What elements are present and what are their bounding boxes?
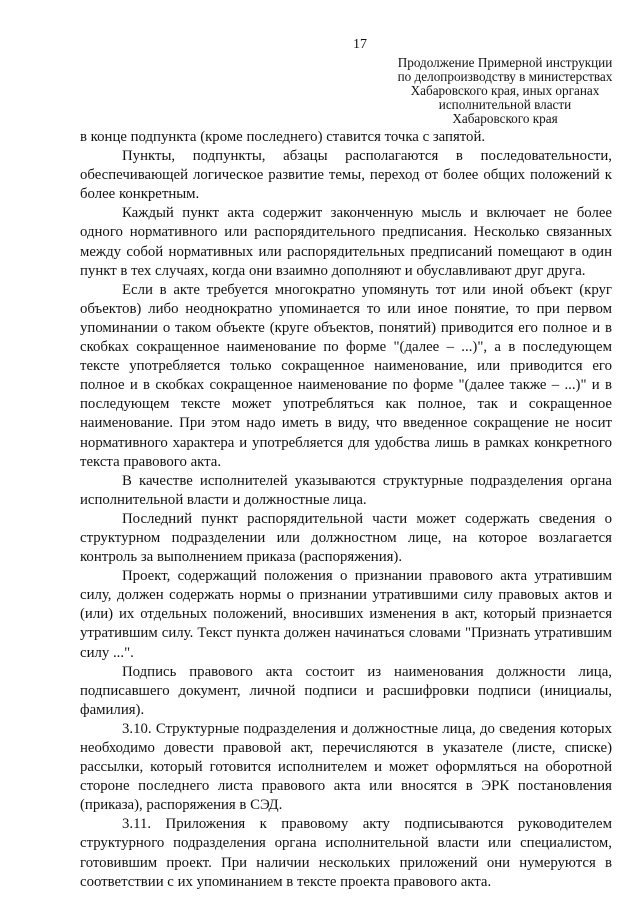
header-line: исполнительной власти bbox=[438, 97, 572, 112]
paragraph: Последний пункт распорядительной части может содержать сведения о структурном подразделении или должностном лице, на которое возлагается контроль за выполнением приказа (распоряжения). bbox=[80, 510, 612, 566]
header-line: Хабаровского края, иных органах bbox=[410, 83, 600, 98]
document-body bbox=[80, 128, 612, 892]
page-number: 17 bbox=[353, 37, 367, 52]
paragraph: в конце подпункта (кроме последнего) ставится точка с запятой. bbox=[80, 129, 486, 145]
paragraph: Подпись правового акта состоит из наименования должности лица, подписавшего документ, личной подписи и расшифровки подписи (инициалы, фамилия). bbox=[80, 663, 612, 718]
header-line: Продолжение Примерной инструкции bbox=[397, 55, 613, 70]
header-line: Хабаровского края bbox=[452, 111, 558, 126]
paragraph: 3.10. Структурные подразделения и должностные лица, до сведения которых необходимо довести правовой акт, перечисляются в указателе (листе, списке) рассылки, который готовится исполнителем и может оформляться на оборотной стороне последнего листа правового акта или вносятся в ЭРК постановления (приказа), распоряжения в СЭД. bbox=[80, 720, 612, 814]
paragraph: 3.11. Приложения к правовому акту подписываются руководителем структурного подразделения органа исполнительной власти или специалистом, готовившим проект. При наличии нескольких приложений они нумеруются в соответствии с их упоминанием в тексте проекта правового акта. bbox=[80, 816, 612, 890]
paragraph: Каждый пункт акта содержит законченную мысль и включает не более одного нормативного или распорядительного предписания. Несколько связанных между собой нормативных или распорядительных предписаний помещают в один пункт в тех случаях, когда они взаимно дополняют и обуславливают друг друга. bbox=[80, 205, 612, 279]
paragraph: Если в акте требуется многократно упомянуть тот или иной объект (круг объектов) либо неоднократно упоминается то или иное понятие, то при первом упоминании о таком объекте (круге объектов, понятий) приводится его полное и в скобках сокращенное наименование по форме "(далее – ...)", а в последующем тексте употребляется только сокращенное наименование, или приводится его полное и в скобках сокращенное наименование по форме "(далее также – ...)" и в последующем тексте может употребляться как полное, так и сокращенное наименование. При этом надо иметь в виду, что введенное сокращение не носит нормативного характера и употребляется для удобства лишь в рамках конкретного текста правового акта. bbox=[80, 281, 612, 470]
paragraph: В качестве исполнителей указываются структурные подразделения органа исполнительной власти и должностные лица. bbox=[80, 472, 612, 508]
continuation-header bbox=[385, 56, 625, 126]
paragraph: Пункты, подпункты, абзацы располагаются в последовательности, обеспечивающей логическое развитие темы, переход от более общих положений к более конкретным. bbox=[80, 148, 612, 203]
paragraph: Проект, содержащий положения о признании правового акта утратившим силу, должен содержать нормы о признании утратившими силу правовых актов и (или) их отдельных положений, вносивших изменения в акт, который признается утратившим силу. Текст пункта должен начинаться словами "Признать утратившим силу ...". bbox=[80, 568, 612, 661]
header-line: по делопроизводству в министерствах bbox=[397, 69, 613, 84]
